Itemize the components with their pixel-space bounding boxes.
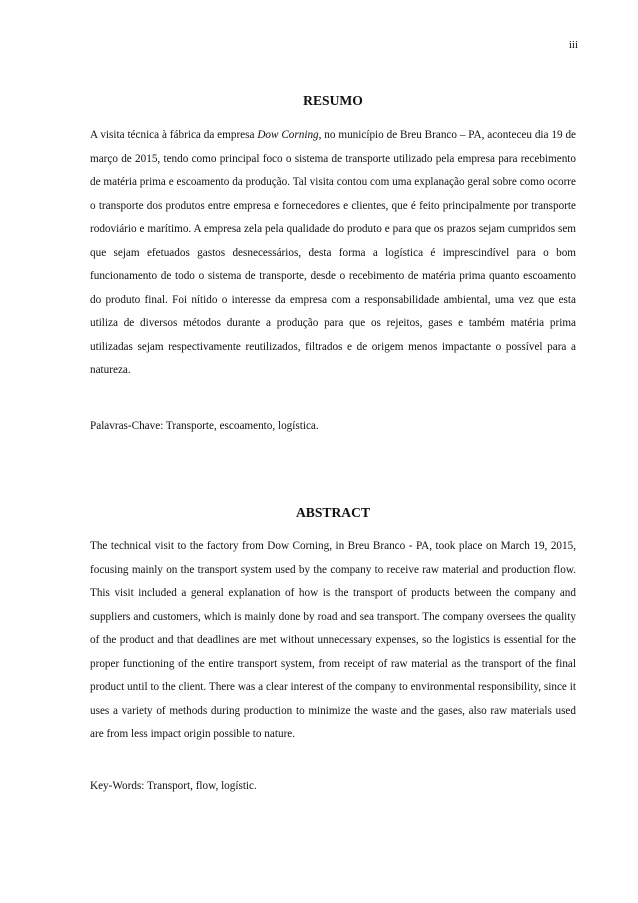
page-number: iii <box>568 39 578 51</box>
resumo-body <box>90 124 576 383</box>
resumo-keywords: Palavras-Chave: Transporte, escoamento, logística. <box>90 420 319 432</box>
resumo-title: RESUMO <box>303 93 363 108</box>
abstract-body: The technical visit to the factory from Dow Corning, in Breu Branco - PA, took place on March 19, 2015, focusing mainly on the transport system used by the company to receive raw material and production flow. This visit included a general explanation of how is the transport of products between the company and suppliers and customers, which is mainly done by road and sea transport. The company oversees the quality of the product and that deadlines are met without unnecessary expenses, so the logistics is essential for the proper functioning of the entire transport system, from receipt of raw material as the transport of the final product until to the client. There was a clear interest of the company to environmental responsibility, since it uses a variety of methods during production to minimize the waste and the gases, also raw materials used are from less impact origin possible to nature. <box>90 540 576 740</box>
resumo-text-rest: , no município de Breu Branco – PA, aconteceu dia 19 de março de 2015, tendo como principal foco o sistema de transporte utilizado pela empresa para recebimento de matéria prima e escoamento da produção. Tal visita contou com uma explanação geral sobre como ocorre o transporte dos produtos entre empresa e fornecedores e clientes, que é feito principalmente por transporte rodoviário e marítimo. A empresa zela pela qualidade do produto e para que os prazos sejam cumpridos sem que sejam efetuados gastos desnecessários, desta forma a logística é imprescindível para o bom funcionamento de todo o sistema de transporte, desde o recebimento de matéria prima quanto escoamento do produto final. Foi nítido o interesse da empresa com a responsabilidade ambiental, uma vez que esta utiliza de diversos métodos durante a produção para que os rejeitos, gases e também matéria prima utilizadas sejam respectivamente reutilizados, filtrados e de origem menos impactante o possível para a natureza. <box>90 129 576 376</box>
abstract-title: ABSTRACT <box>295 505 371 520</box>
resumo-company-name: Dow Corning <box>257 129 319 141</box>
abstract-keywords: Key-Words: Transport, flow, logístic. <box>90 780 257 792</box>
resumo-text-start: A visita técnica à fábrica da empresa <box>90 129 258 141</box>
